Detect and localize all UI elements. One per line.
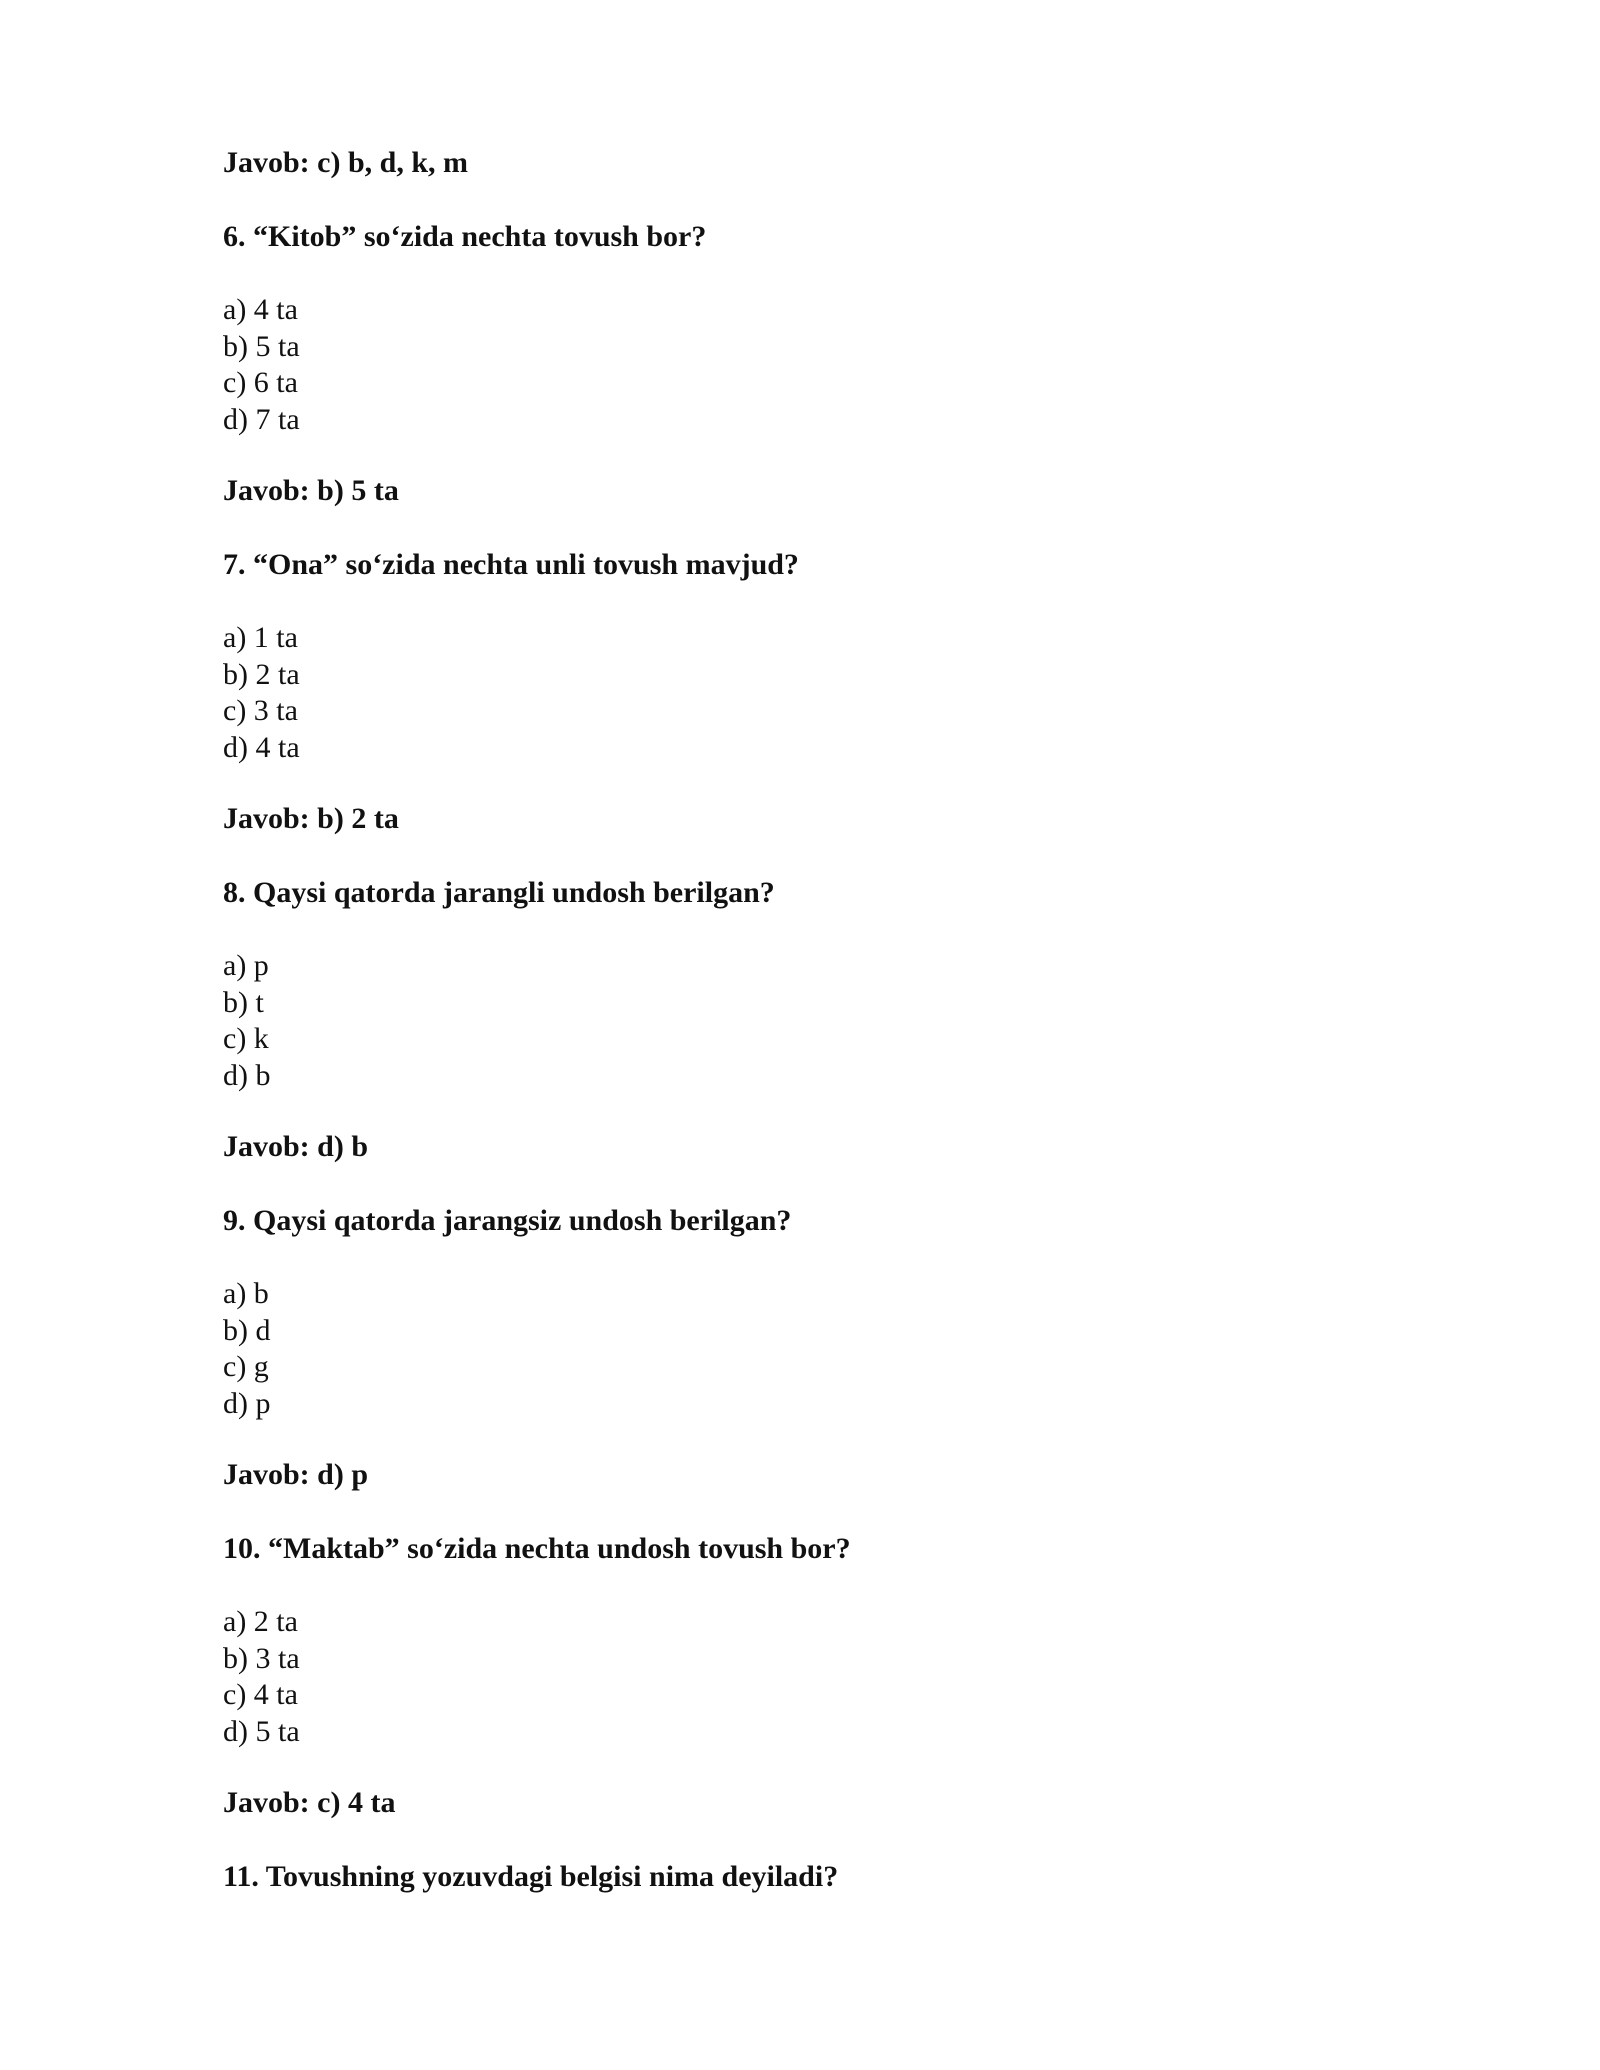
option-8a: a) p xyxy=(223,949,269,982)
option-10b: b) 3 ta xyxy=(223,1641,300,1675)
answer-5: Javob: c) b, d, k, m xyxy=(223,146,469,179)
answer-6: Javob: b) 5 ta xyxy=(223,474,399,507)
option-7d: d) 4 ta xyxy=(223,730,300,764)
option-6b: b) 5 ta xyxy=(223,329,300,363)
option-8c: c) k xyxy=(223,1022,269,1055)
answer-7: Javob: b) 2 ta xyxy=(223,802,399,835)
option-9a: a) b xyxy=(223,1277,269,1310)
options-6 xyxy=(223,292,1423,438)
question-8: 8. Qaysi qatorda jarangli undosh berilgan? xyxy=(223,875,775,909)
answer-9: Javob: d) p xyxy=(223,1458,369,1491)
question-block-7 xyxy=(223,547,1423,838)
question-6: 6. “Kitob” so‘zida nechta tovush bor? xyxy=(223,219,707,253)
question-9: 9. Qaysi qatorda jarangsiz undosh berilgan? xyxy=(223,1203,792,1237)
option-8d: d) b xyxy=(223,1058,271,1092)
document-page xyxy=(223,145,1423,1895)
options-9 xyxy=(223,1276,1423,1422)
question-10: 10. “Maktab” so‘zida nechta undosh tovush bor? xyxy=(223,1531,851,1565)
question-block-10 xyxy=(223,1531,1423,1822)
question-11: 11. Tovushning yozuvdagi belgisi nima deyiladi? xyxy=(223,1859,839,1893)
option-6d: d) 7 ta xyxy=(223,402,300,436)
option-7b: b) 2 ta xyxy=(223,657,300,691)
option-10a: a) 2 ta xyxy=(223,1605,298,1638)
answer-10: Javob: c) 4 ta xyxy=(223,1786,396,1819)
option-8b: b) t xyxy=(223,985,264,1019)
option-10d: d) 5 ta xyxy=(223,1714,300,1748)
option-9d: d) p xyxy=(223,1386,271,1420)
option-6a: a) 4 ta xyxy=(223,293,298,326)
option-10c: c) 4 ta xyxy=(223,1678,298,1711)
options-8 xyxy=(223,948,1423,1094)
answer-8: Javob: d) b xyxy=(223,1130,369,1163)
question-7: 7. “Ona” so‘zida nechta unli tovush mavjud? xyxy=(223,547,799,581)
option-9b: b) d xyxy=(223,1313,271,1347)
option-7a: a) 1 ta xyxy=(223,621,298,654)
question-block-9 xyxy=(223,1203,1423,1494)
option-7c: c) 3 ta xyxy=(223,694,298,727)
option-6c: c) 6 ta xyxy=(223,366,298,399)
question-block-6 xyxy=(223,219,1423,510)
question-block-8 xyxy=(223,875,1423,1166)
option-9c: c) g xyxy=(223,1350,269,1383)
options-7 xyxy=(223,620,1423,766)
options-10 xyxy=(223,1604,1423,1750)
